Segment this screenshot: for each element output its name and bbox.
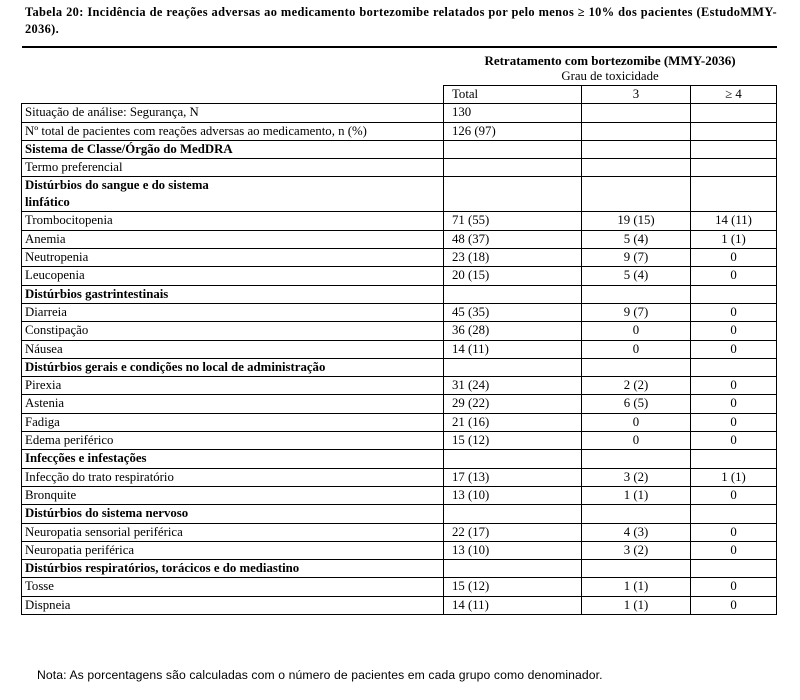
row-label: Pirexia [22,377,444,395]
total-cell: 36 (28) [444,322,582,340]
table-row [22,523,777,541]
grade-3-cell: 0 [582,413,691,431]
table-row [22,395,777,413]
total-cell [444,140,582,158]
column-header-row [22,86,777,104]
table-row [22,249,777,267]
grade-3-cell: 4 (3) [582,523,691,541]
column-header-grade-4: ≥ 4 [691,86,777,104]
table-row [22,267,777,285]
total-cell: 13 (10) [444,541,582,559]
total-cell [444,159,582,177]
column-header-grade-3: 3 [582,86,691,104]
row-label: Leucopenia [22,267,444,285]
grade-4-cell: 1 (1) [691,468,777,486]
column-header-blank [22,86,444,104]
table-row [22,104,777,122]
total-cell [444,450,582,468]
grade-3-cell [582,159,691,177]
grade-3-cell: 1 (1) [582,596,691,614]
table-row [22,596,777,614]
grade-3-cell: 0 [582,340,691,358]
total-cell: 126 (97) [444,122,582,140]
group-title: Retratamento com bortezomibe (MMY-2036) [484,53,736,68]
row-label: Bronquite [22,486,444,504]
total-cell: 23 (18) [444,249,582,267]
row-label: Infecção do trato respiratório [22,468,444,486]
table-row [22,578,777,596]
row-label: Constipação [22,322,444,340]
grade-3-cell: 19 (15) [582,212,691,230]
grade-3-cell: 0 [582,322,691,340]
section-row [22,140,777,158]
row-label: Neuropatia sensorial periférica [22,523,444,541]
total-cell: 48 (37) [444,230,582,248]
total-cell [444,505,582,523]
grade-3-cell: 5 (4) [582,267,691,285]
grade-4-cell [691,358,777,376]
grade-3-cell: 3 (2) [582,541,691,559]
total-cell: 31 (24) [444,377,582,395]
grade-4-cell [691,122,777,140]
group-header-row [22,47,777,86]
grade-3-cell [582,450,691,468]
total-cell: 21 (16) [444,413,582,431]
section-row [22,177,777,212]
row-label: Neuropatia periférica [22,541,444,559]
row-label: Sistema de Classe/Órgão do MedDRA [22,140,444,158]
total-cell [444,560,582,578]
total-cell: 15 (12) [444,578,582,596]
section-row [22,358,777,376]
grade-3-cell [582,358,691,376]
total-cell: 45 (35) [444,303,582,321]
table-row [22,230,777,248]
table-row [22,303,777,321]
grade-3-cell [582,560,691,578]
footnote: Nota: As porcentagens são calculadas com o número de pacientes em cada grupo como denominador. [37,668,603,682]
grade-4-cell [691,177,777,212]
section-row [22,285,777,303]
grade-3-cell: 5 (4) [582,230,691,248]
row-label: Distúrbios do sistema nervoso [22,505,444,523]
grade-4-cell: 0 [691,249,777,267]
table-row [22,340,777,358]
grade-3-cell: 1 (1) [582,578,691,596]
grade-4-cell: 0 [691,340,777,358]
grade-4-cell: 0 [691,303,777,321]
table-row [22,486,777,504]
grade-3-cell [582,285,691,303]
row-label: Termo preferencial [22,159,444,177]
grade-3-cell: 6 (5) [582,395,691,413]
total-cell: 22 (17) [444,523,582,541]
adverse-reactions-table [21,46,777,615]
grade-4-cell: 14 (11) [691,212,777,230]
table-row [22,159,777,177]
total-cell: 13 (10) [444,486,582,504]
grade-4-cell: 1 (1) [691,230,777,248]
section-row [22,450,777,468]
section-row [22,505,777,523]
column-header-total: Total [444,86,582,104]
row-label: Anemia [22,230,444,248]
grade-4-cell: 0 [691,486,777,504]
grade-3-cell [582,140,691,158]
row-label: Distúrbios gastrintestinais [22,285,444,303]
row-label: Tosse [22,578,444,596]
table-row [22,322,777,340]
grade-4-cell: 0 [691,322,777,340]
total-cell [444,177,582,212]
table-row [22,468,777,486]
grade-4-cell: 0 [691,432,777,450]
section-row [22,560,777,578]
table-row [22,122,777,140]
total-cell: 29 (22) [444,395,582,413]
table-row [22,212,777,230]
row-label: Edema periférico [22,432,444,450]
grade-3-cell: 0 [582,432,691,450]
row-label: Náusea [22,340,444,358]
grade-4-cell [691,505,777,523]
row-label: Distúrbios respiratórios, torácicos e do mediastino [22,560,444,578]
row-label: Infecções e infestações [22,450,444,468]
total-cell [444,358,582,376]
total-cell: 17 (13) [444,468,582,486]
table-row [22,413,777,431]
table-row [22,377,777,395]
grade-3-cell [582,505,691,523]
grade-4-cell [691,560,777,578]
grade-4-cell [691,104,777,122]
table-row [22,541,777,559]
table-caption: Tabela 20: Incidência de reações adversas ao medicamento bortezomibe relatados por pelo menos ≥ 10% dos pacientes (EstudoMMY-2036). [25,5,777,36]
adverse-reactions-table-container [21,46,776,615]
row-label: Neutropenia [22,249,444,267]
header-blank-cell [22,47,444,86]
total-cell: 71 (55) [444,212,582,230]
row-label: Astenia [22,395,444,413]
grade-3-cell: 9 (7) [582,303,691,321]
grade-4-cell [691,159,777,177]
total-cell: 14 (11) [444,340,582,358]
total-cell: 20 (15) [444,267,582,285]
grade-3-cell [582,104,691,122]
row-label: Dispneia [22,596,444,614]
toxicity-grade-subtitle: Grau de toxicidade [561,69,659,83]
grade-3-cell: 9 (7) [582,249,691,267]
grade-3-cell: 1 (1) [582,486,691,504]
grade-4-cell: 0 [691,413,777,431]
row-label: Trombocitopenia [22,212,444,230]
total-cell: 15 (12) [444,432,582,450]
row-label: Situação de análise: Segurança, N [22,104,444,122]
grade-4-cell: 0 [691,267,777,285]
row-label: Distúrbios do sangue e do sistema linfático [22,177,444,212]
total-cell: 130 [444,104,582,122]
row-label: Fadiga [22,413,444,431]
total-cell [444,285,582,303]
total-cell: 14 (11) [444,596,582,614]
grade-4-cell: 0 [691,596,777,614]
grade-4-cell [691,140,777,158]
row-label: Nº total de pacientes com reações adversas ao medicamento, n (%) [22,122,444,140]
grade-4-cell: 0 [691,395,777,413]
table-row [22,432,777,450]
grade-4-cell: 0 [691,578,777,596]
grade-4-cell: 0 [691,523,777,541]
grade-4-cell [691,450,777,468]
grade-3-cell: 2 (2) [582,377,691,395]
grade-4-cell: 0 [691,541,777,559]
group-header-cell [444,47,777,86]
row-label: Diarreia [22,303,444,321]
grade-4-cell [691,285,777,303]
grade-3-cell [582,177,691,212]
grade-3-cell: 3 (2) [582,468,691,486]
grade-4-cell: 0 [691,377,777,395]
row-label: Distúrbios gerais e condições no local de administração [22,358,444,376]
grade-3-cell [582,122,691,140]
